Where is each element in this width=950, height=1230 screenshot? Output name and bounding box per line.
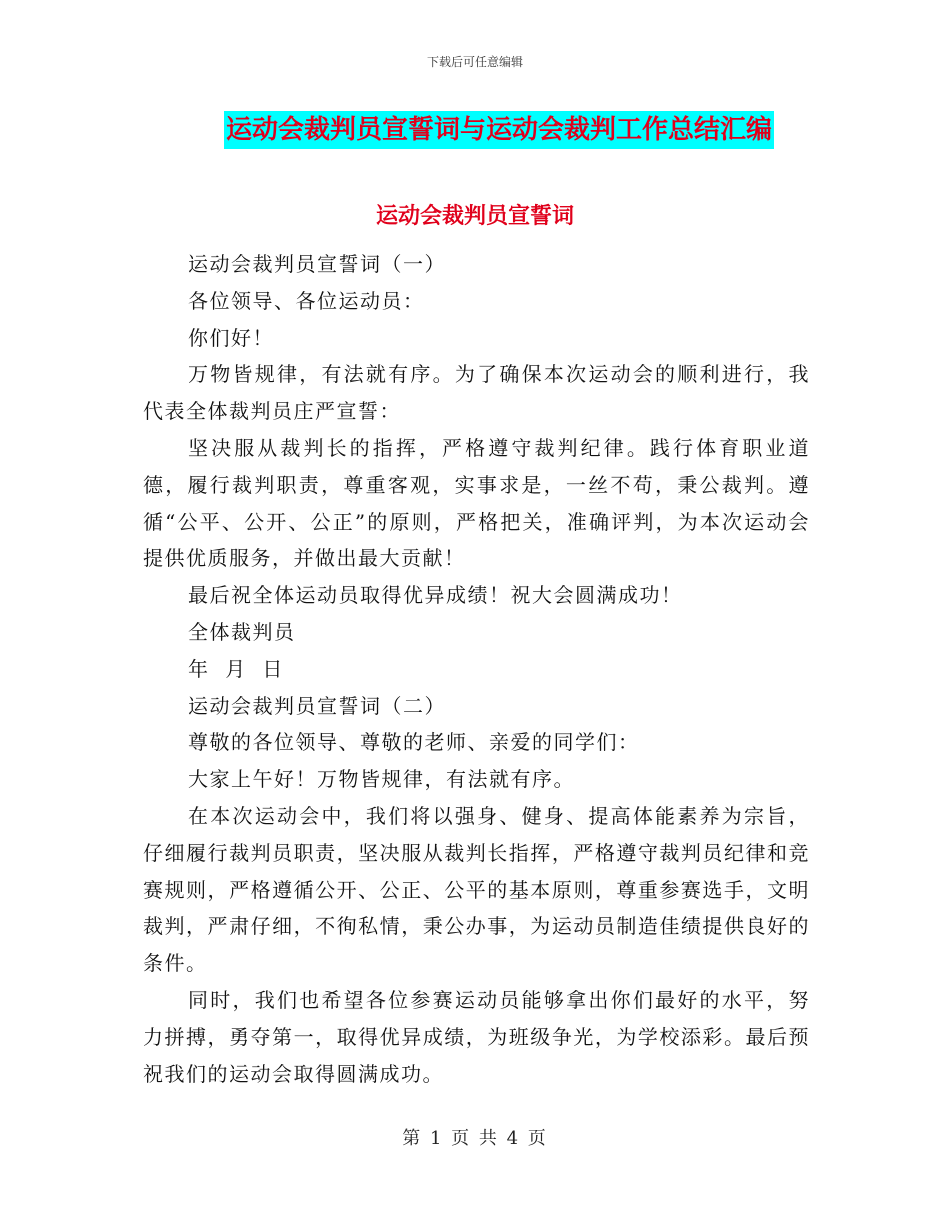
paragraph: 同时，我们也希望各位参赛运动员能够拿出你们最好的水平，努力拼搏，勇夺第一，取得优异成绩，为班级争光，为学校添彩。最后预祝我们的运动会取得圆满成功。 bbox=[143, 987, 810, 1086]
paragraph: 坚决服从裁判长的指挥，严格遵守裁判纪律。践行体育职业道德，履行裁判职责，尊重客观，实事求是，一丝不苟，秉公裁判。遵循“公平、公开、公正”的原则，严格把关，准确评判，为本次运动会提供优质服务，并做出最大贡献！ bbox=[143, 435, 810, 571]
paragraph: 各位领导、各位运动员： bbox=[188, 288, 425, 313]
paragraph: 在本次运动会中，我们将以强身、健身、提高体能素养为宗旨，仔细履行裁判员职责，坚决服从裁判长指挥，严格遵守裁判员纪律和竞赛规则，严格遵循公开、公正、公平的基本原则，尊重参赛选手，文明裁判，严肃仔细，不徇私情，秉公办事，为运动员制造佳绩提供良好的条件。 bbox=[143, 803, 810, 976]
paragraph: 年 月 日 bbox=[188, 656, 284, 681]
paragraph: 万物皆规律，有法就有序。为了确保本次运动会的顺利进行，我代表全体裁判员庄严宣誓： bbox=[143, 362, 810, 424]
paragraph: 你们好！ bbox=[188, 325, 274, 350]
section-title: 运动会裁判员宣誓词 bbox=[375, 204, 574, 229]
paragraph: 运动会裁判员宣誓词（一） bbox=[188, 252, 446, 276]
paragraph: 最后祝全体运动员取得优异成绩！祝大会圆满成功！ bbox=[188, 583, 683, 608]
document-title-text: 运动会裁判员宣誓词与运动会裁判工作总结汇编 bbox=[224, 111, 774, 149]
paragraph: 尊敬的各位领导、尊敬的老师、亲爱的同学们： bbox=[188, 730, 640, 755]
paragraph: 大家上午好！万物皆规律，有法就有序。 bbox=[188, 767, 575, 792]
page-number: 第 1 页 共 4 页 bbox=[402, 1128, 548, 1149]
document-body bbox=[143, 246, 810, 1092]
document-title bbox=[0, 111, 950, 149]
paragraph: 运动会裁判员宣誓词（二） bbox=[188, 693, 446, 718]
paragraph: 全体裁判员 bbox=[188, 619, 296, 644]
page-header-note: 下载后可任意编辑 bbox=[426, 55, 523, 69]
